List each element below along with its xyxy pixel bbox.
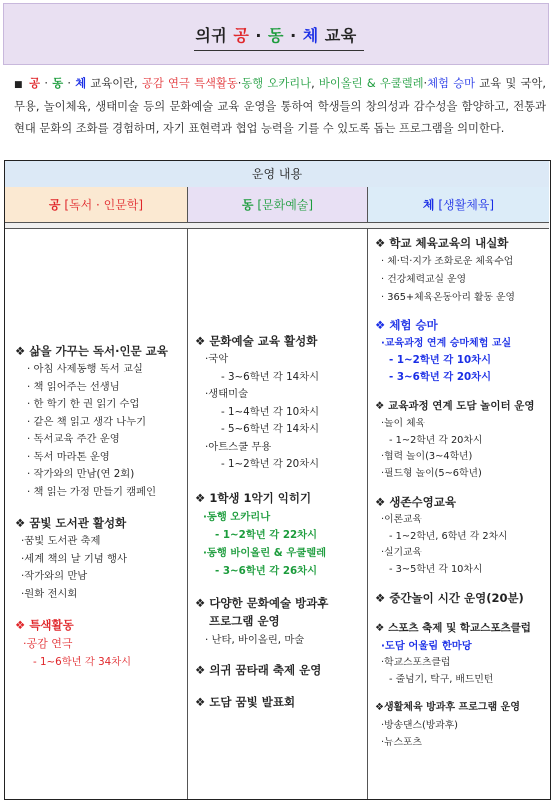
intro-highlight-ocarina: 동행 오카리나	[241, 77, 312, 90]
section-title: ❖ 1학생 1악기 익히기	[195, 490, 312, 505]
list-item: - 3~5학년 각 10차시	[389, 563, 483, 575]
intro-dong: 동	[52, 77, 64, 90]
column-dong-content	[195, 331, 365, 712]
column-divider	[187, 228, 188, 799]
list-item: - 1~4학년 각 10차시	[221, 405, 320, 418]
intro-highlight-theater: 공감 연극 특색활동	[141, 77, 238, 90]
list-item: · 아침 사제동행 독서 교실	[27, 363, 143, 375]
list-item: - 5~6학년 각 14차시	[221, 423, 320, 435]
list-item: ·공감 연극	[23, 637, 73, 650]
list-item: · 체·덕·지가 조화로운 체육수업	[381, 256, 514, 267]
list-item: ·도담 어울림 한마당	[381, 640, 472, 652]
list-item: · 한 학기 한 권 읽기 수업	[27, 398, 140, 410]
title-dot: ·	[255, 26, 262, 45]
intro-highlight-violin: 바이올린 & 우쿨렐레	[318, 77, 424, 90]
list-item: · 독서 마라톤 운영	[27, 450, 110, 463]
list-item: ·학교스포츠클럽	[381, 657, 451, 668]
list-item: · 365+체육온동아리 활동 운영	[381, 292, 516, 303]
category-dong-char: 동	[241, 198, 254, 212]
list-item: · 책 읽는 가정 만들기 캠페인	[27, 485, 157, 498]
section-title: ❖ 의귀 꿈타래 축제 운영	[195, 662, 322, 677]
list-item: ·동행 오카리나	[203, 510, 271, 523]
list-item: - 1~2학년 각 10차시	[389, 354, 492, 366]
list-item: ·놀이 체육	[381, 418, 426, 429]
category-che-char: 체	[422, 198, 435, 212]
intro-gong: 공	[29, 77, 41, 90]
list-item: ·국악	[205, 353, 229, 365]
column-gong-content	[15, 341, 185, 671]
list-item: - 1~6학년 각 34차시	[33, 656, 132, 668]
title-banner	[3, 3, 549, 65]
section-title: ❖ 체험 승마	[375, 318, 438, 332]
program-table	[4, 160, 551, 800]
list-item: · 독서교육 주간 운영	[27, 433, 120, 445]
intro-lead-text: 교육이란,	[86, 77, 142, 90]
list-item: ·뉴스포츠	[381, 736, 422, 748]
category-gong	[5, 187, 188, 223]
list-item: ·꿈빛 도서관 축제	[21, 535, 101, 547]
category-gong-label: [독서 · 인문학]	[64, 198, 144, 212]
intro-highlight-riding: 체험 승마	[427, 77, 476, 90]
section-title: ❖ 꿈빛 도서관 활성화	[15, 516, 127, 530]
list-item: ·생태미술	[205, 388, 249, 400]
section-title: ❖ 스포츠 축제 및 학교스포츠클럽	[375, 622, 531, 634]
title-prefix: 의귀	[195, 26, 228, 45]
section-title: ❖생활체육 방과후 프로그램 운영	[375, 702, 520, 713]
section-title: ❖ 삶을 가꾸는 독서·인문 교육	[15, 344, 168, 358]
column-che-content	[375, 233, 547, 751]
page-title	[4, 23, 548, 46]
list-item: ·세계 책의 날 기념 행사	[21, 552, 127, 565]
intro-sep: ·	[237, 77, 242, 90]
list-item: ·원화 전시회	[21, 587, 78, 600]
list-item: · 같은 책 읽고 생각 나누기	[27, 415, 147, 428]
list-item: - 1~2학년, 6학년 각 2차시	[389, 530, 508, 542]
square-bullet-icon: ■	[14, 80, 24, 90]
list-item: · 건강체력교실 운영	[381, 274, 467, 285]
list-item: · 책 읽어주는 선생님	[27, 380, 120, 393]
header-gap-row	[5, 223, 549, 229]
list-item: ·교육과정 연계 승마체험 교실	[381, 338, 512, 349]
list-item: ·실기교육	[381, 547, 422, 558]
title-suffix: 교육	[324, 26, 357, 45]
section-title: ❖ 생존수영교육	[375, 495, 456, 509]
category-che-label: [생활체육]	[438, 198, 495, 212]
section-title: ❖ 특색활동	[15, 618, 74, 632]
title-gong: 공	[233, 26, 250, 45]
list-item: - 1~2학년 각 20차시	[389, 434, 483, 446]
intro-che: 체	[75, 77, 87, 90]
category-dong	[188, 187, 368, 223]
list-item: ·이론교육	[381, 514, 422, 525]
intro-sep: ,	[311, 77, 319, 90]
list-item: ·동행 바이올린 & 우쿨렐레	[203, 546, 327, 559]
column-divider	[367, 228, 368, 799]
intro-sep: ·	[423, 77, 428, 90]
title-dot: ·	[290, 26, 297, 45]
section-title: ❖ 도담 꿈빛 발표회	[195, 694, 296, 709]
category-che	[368, 187, 549, 223]
list-item: - 1~2학년 각 20차시	[221, 458, 320, 470]
title-dong: 동	[268, 26, 284, 45]
section-title: ❖ 교육과정 연계 도담 놀이터 운영	[375, 400, 535, 412]
list-item: · 난타, 바이올린, 마술	[205, 633, 305, 646]
list-item: - 3~6학년 각 26차시	[215, 564, 318, 577]
category-dong-label: [문화예술]	[257, 198, 314, 212]
list-item: - 3~6학년 각 20차시	[389, 371, 492, 383]
intro-paragraph: ■ 공 · 동 · 체 교육이란, 공감 연극 특색활동·동행 오카리나, 바이올린 & 우쿨렐레·체험 승마 교육 및 국악, 무용, 놀이체육, 생태미술 등의 문화예술 교육 운영을 통하여 학생들의 창의성과 감수성을 함양하고, 전통과 현대 문화의 조화를 경험하며, 자기 표현력과 협업 능력을 기를 수 있도록 돕는 프로그램을 의미한다.	[14, 77, 546, 135]
section-title: ❖ 학교 체육교육의 내실화	[375, 236, 509, 250]
list-item: · 작가와의 만남(연 2회)	[27, 468, 135, 480]
title-che: 체	[302, 26, 319, 45]
table-header: 운영 내용	[5, 161, 549, 188]
list-item: ·방송댄스(방과후)	[381, 720, 459, 731]
list-item: - 줄넘기, 탁구, 배드민턴	[389, 673, 494, 685]
list-item: ·작가와의 만남	[21, 570, 88, 582]
list-item: ·아트스쿨 무용	[205, 440, 272, 453]
list-item: ·필드형 놀이(5~6학년)	[381, 467, 482, 479]
intro-body: 교육 및 국악, 무용, 놀이체육, 생태미술 등의 문화예술 교육 운영을 통하여 학생들의 창의성과 감수성을 함양하고, 전통과 현대 문화의 조화를 경험하며, 자기 표현력과 협업 능력을 기를 수 있도록 돕는 프로그램을 의미한다.	[14, 77, 546, 135]
section-title: ❖ 다양한 문화예술 방과후	[195, 595, 329, 610]
section-title: ❖ 중간놀이 시간 운영(20분)	[375, 591, 524, 605]
title-underline	[194, 50, 364, 51]
list-item: ·협력 놀이(3~4학년)	[381, 451, 473, 462]
category-gong-char: 공	[48, 198, 61, 212]
list-item: - 3~6학년 각 14차시	[221, 370, 320, 383]
section-title: ❖ 문화예술 교육 활성화	[195, 334, 318, 348]
list-item: - 1~2학년 각 22차시	[215, 528, 318, 541]
section-title: 프로그램 운영	[209, 613, 280, 628]
